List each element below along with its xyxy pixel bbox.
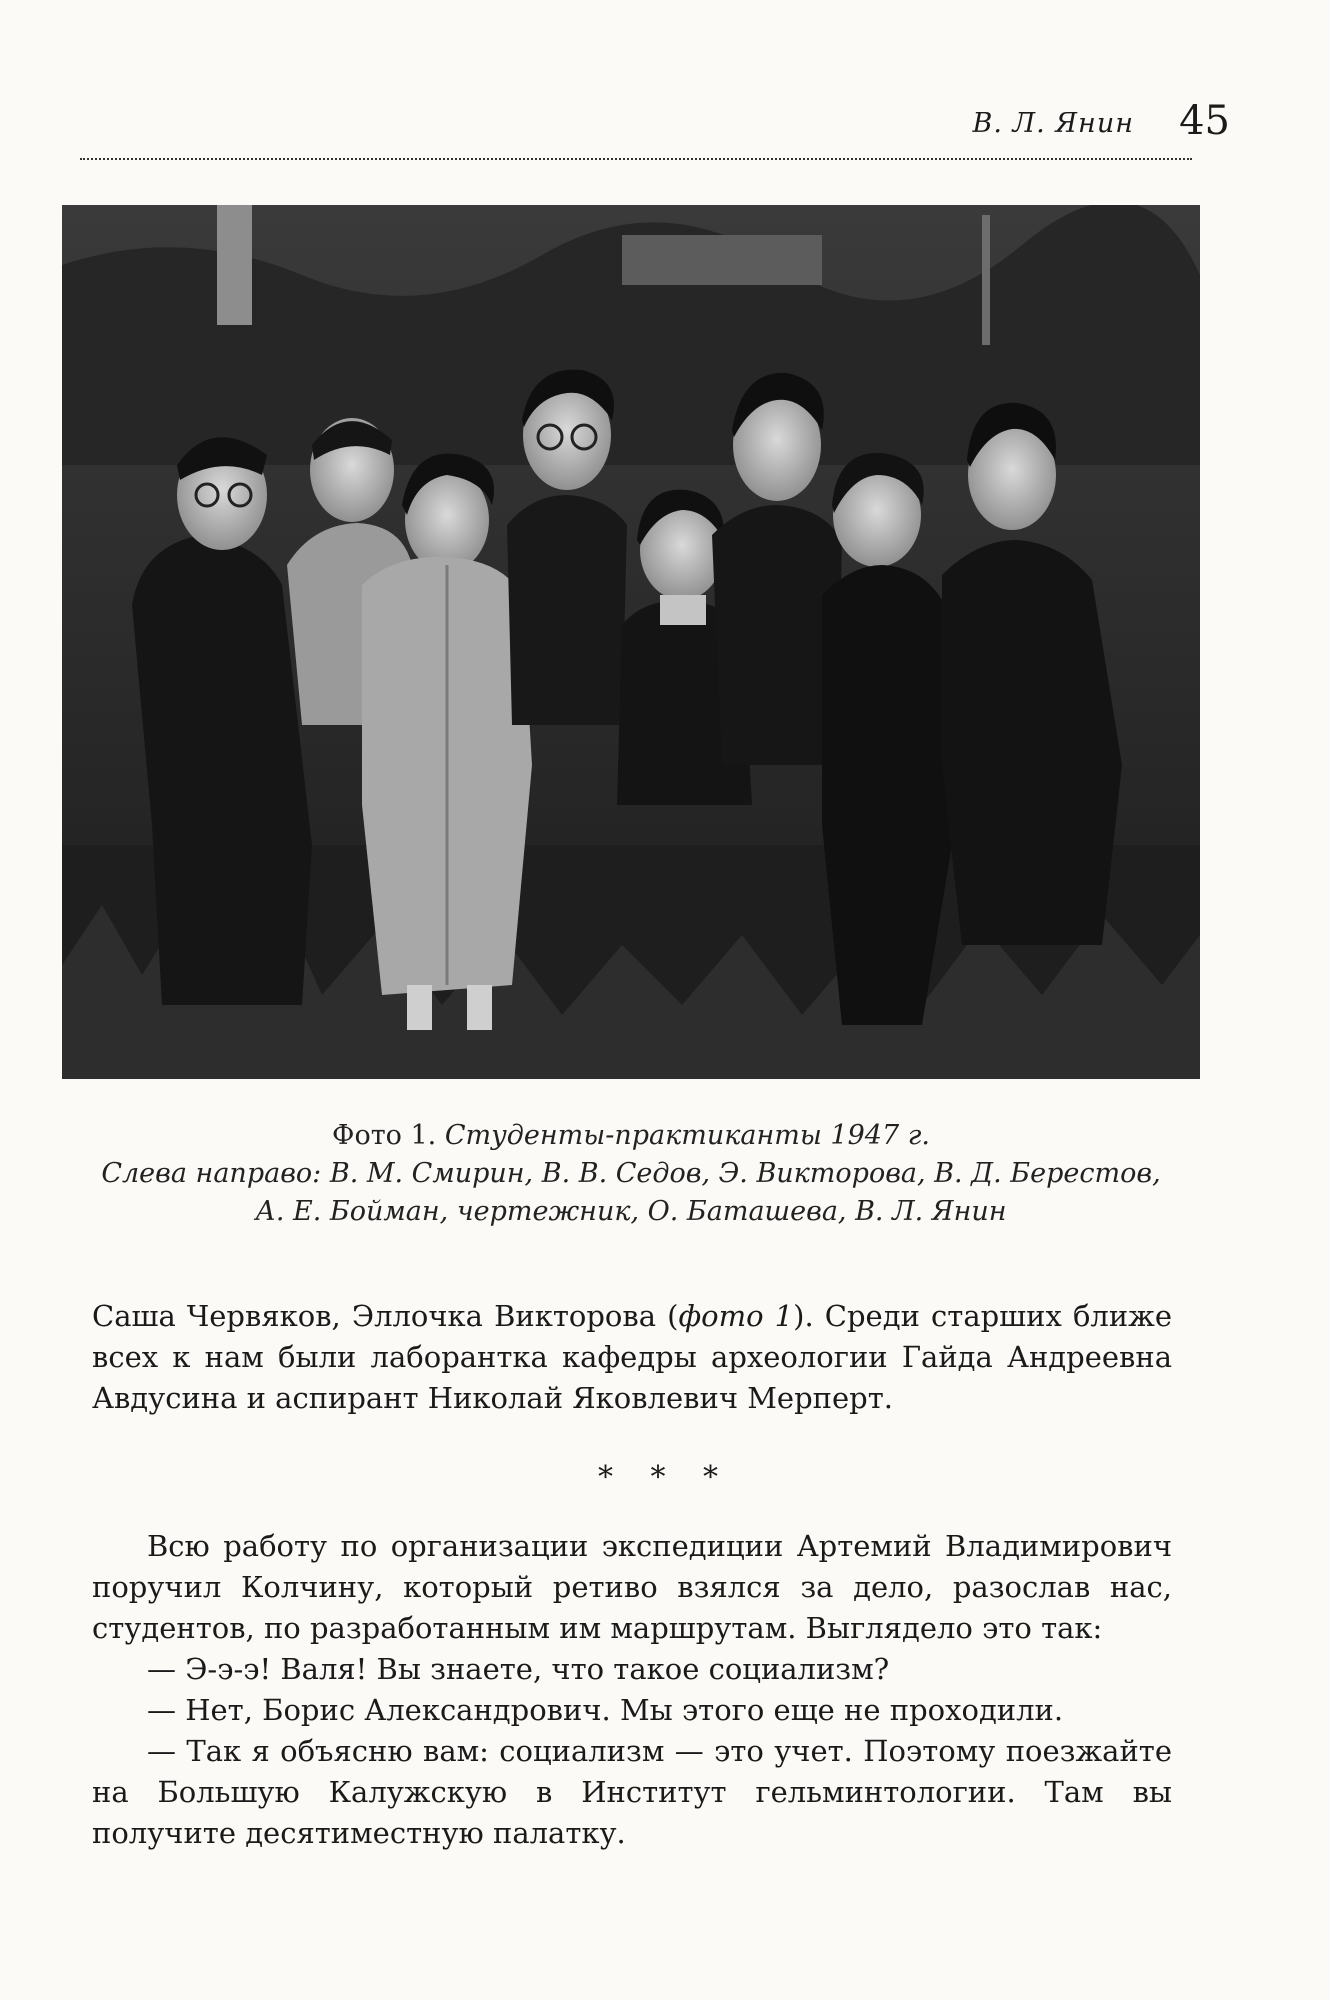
paragraph-2-intro: Всю работу по организации экспедиции Артемий Владимирович поручил Колчину, который ретиво взялся за дело, разослав нас, студентов, по разработанным им маршрутам. Выглядело это так:: [92, 1529, 1172, 1645]
dialog-line-2: — Нет, Борис Александрович. Мы этого еще не проходили.: [147, 1693, 1064, 1727]
photo-reference: фото 1: [678, 1299, 794, 1333]
dialog-line-3: — Так я объясню вам: социализм — это учет. Поэтому поезжайте на Большую Калужскую в Институт гельминтологии. Там вы получите десятиместную палатку.: [92, 1734, 1172, 1850]
running-head-author: В. Л. Янин: [972, 108, 1134, 139]
group-photo: [62, 205, 1200, 1079]
header-rule: [80, 158, 1192, 160]
caption-line-2: Слева направо: В. М. Смирин, В. В. Седов, Э. Викторова, В. Д. Берестов,: [101, 1158, 1161, 1189]
paragraph-1-end: ). Среди старших ближе всех к нам были лаборантка кафедры археологии Гайда Андреевна Авдусина и аспирант Николай Яковлевич Мерперт.: [92, 1299, 1172, 1415]
paragraph-1-start: Саша Червяков, Эллочка Викторова (: [92, 1299, 679, 1333]
dialog-line-1: — Э-э-э! Валя! Вы знаете, что такое социализм?: [147, 1652, 890, 1686]
section-separator: * * *: [597, 1460, 733, 1495]
caption-line-3: А. Е. Бойман, чертежник, О. Баташева, В. Л. Янин: [255, 1196, 1007, 1227]
caption-label: Фото 1.: [332, 1120, 437, 1151]
caption-title: Студенты-практиканты 1947 г.: [444, 1120, 930, 1151]
photo-caption: [62, 1117, 1200, 1231]
running-head: [80, 96, 1230, 156]
paragraph-2: [92, 1526, 1172, 1854]
group-photo-icon: [62, 205, 1200, 1079]
page-number: 45: [1179, 98, 1230, 144]
paragraph-1: [92, 1296, 1172, 1419]
caption-line-1: [62, 1117, 1200, 1155]
